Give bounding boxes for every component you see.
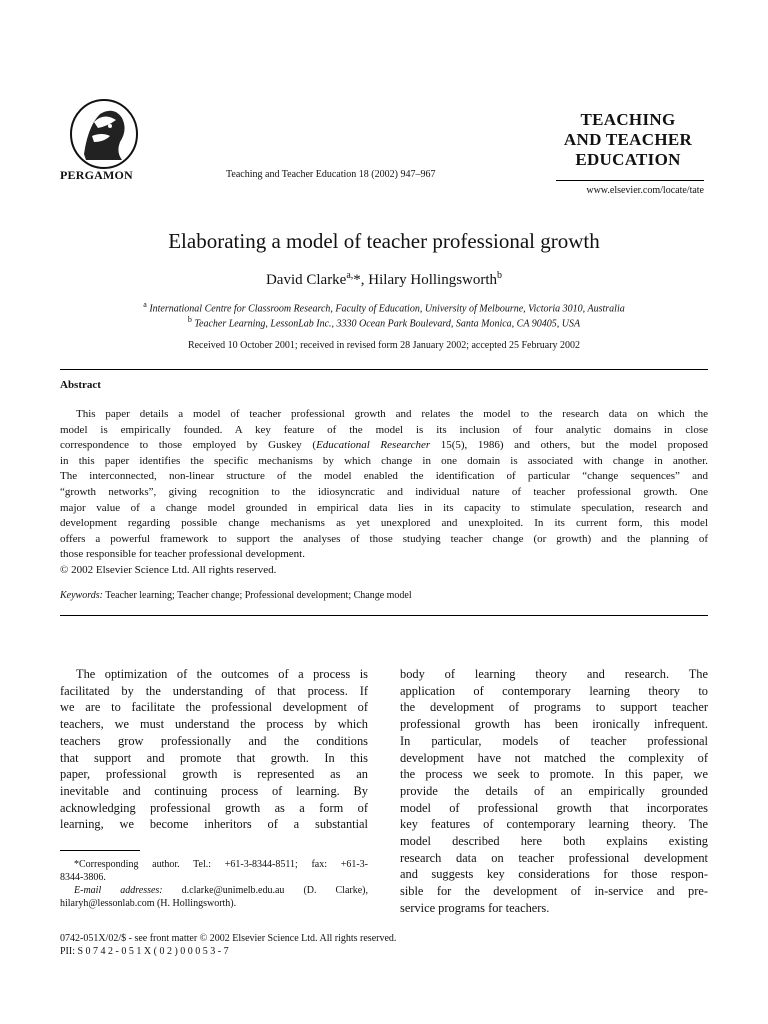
body-line: paper, professional growth is represented as an — [60, 767, 368, 782]
affil-mark: a — [143, 300, 147, 309]
footnote-line: *Corresponding author. Tel.: +61-3-8344-8511; fax: +61-3- — [74, 859, 368, 870]
journal-title-line: EDUCATION — [575, 150, 681, 169]
abstract-top-rule — [60, 369, 708, 370]
issn-block — [60, 932, 396, 958]
body-column-left — [60, 666, 368, 833]
body-line: and suggests key considerations for those respon- — [400, 867, 708, 882]
body-line: teachers, we must understand the process by which — [60, 717, 368, 732]
author-name: Hilary Hollingsworth — [368, 272, 498, 288]
footnote-rule — [60, 850, 140, 851]
abstract-text: correspondence to those employed by Guskey ( — [60, 439, 317, 452]
body-line: the process we seek to promote. In this paper, we — [400, 767, 708, 782]
body-line: key features of contemporary learning theory. The — [400, 817, 708, 832]
journal-title-line: AND TEACHER — [563, 130, 693, 149]
author-name: David Clarke — [265, 272, 347, 288]
author-affil-mark: b — [497, 270, 503, 281]
article-title: Elaborating a model of teacher professional growth — [168, 229, 600, 253]
body-line: provide the details of an empirically grounded — [400, 783, 708, 798]
affil-mark: b — [187, 315, 192, 324]
body-line: acknowledging professional growth as a form of — [60, 800, 368, 815]
body-line: model described here both explains existing — [400, 834, 708, 849]
pii-line: PII: S 0 7 4 2 - 0 5 1 X ( 0 2 ) 0 0 0 5 3 - 7 — [60, 946, 229, 957]
body-column-right — [400, 666, 708, 917]
footnote-line — [60, 884, 368, 897]
abstract-heading: Abstract — [60, 379, 101, 391]
body-line: facilitated by the understanding of that process. If — [60, 683, 368, 698]
issn-line: 0742-051X/02/$ - see front matter © 2002 Elsevier Science Ltd. All rights reserved. — [60, 933, 397, 944]
body-line: research data on teacher professional development — [400, 850, 708, 865]
header-divider — [556, 180, 704, 181]
author-list — [0, 270, 768, 289]
keywords — [60, 590, 412, 601]
body-line: inevitable and continuing process of learning. By — [60, 783, 368, 798]
abstract-line: in this paper identifies the specific mechanisms by which change in one domain is associated with change in another. — [60, 454, 708, 467]
keywords-text: Teacher learning; Teacher change; Professional development; Change model — [102, 590, 412, 601]
abstract-line: offers a powerful framework to support the analyses of those studying teacher change (or growth) and the planning of — [60, 532, 708, 545]
footnote-line[interactable]: hilaryh@lessonlab.com (H. Hollingsworth). — [60, 898, 237, 909]
elsevier-tree-logo-icon — [64, 96, 144, 172]
abstract-line: “growth networks”, giving recognition to the idiosyncratic and individual nature of teacher professional growth. One — [60, 485, 708, 498]
body-line: professional growth has been ironically infrequent. — [400, 717, 708, 732]
email-label: E-mail addresses: — [74, 885, 163, 896]
abstract-line: model is empirically founded. A key feature of the model is its inclusion of four analytic domains in close — [60, 423, 708, 436]
cited-journal: Educational Researcher — [316, 439, 431, 452]
abstract-line: This paper details a model of teacher professional growth and relates the model to the research data on which the — [76, 408, 708, 420]
body-line: In particular, models of teacher professional — [400, 733, 708, 748]
body-line: body of learning theory and research. The — [400, 667, 708, 681]
affil-text: International Centre for Classroom Research, Faculty of Education, University of Melbourne, Victoria 3010, Australia — [146, 303, 625, 315]
journal-url-link[interactable]: www.elsevier.com/locate/tate — [586, 185, 704, 196]
body-line: teachers grow professionally and the conditions — [60, 733, 368, 748]
abstract-line — [60, 438, 708, 454]
journal-citation: Teaching and Teacher Education 18 (2002) 947–967 — [226, 169, 436, 180]
keywords-label: Keywords: — [60, 590, 103, 601]
body-line: that support and promote that growth. In this — [60, 750, 368, 765]
corresponding-author-mark[interactable]: * — [353, 272, 361, 288]
affil-text: Teacher Learning, LessonLab Inc., 3330 Ocean Park Boulevard, Santa Monica, CA 90405, USA — [191, 318, 581, 330]
abstract-text: 15(5), 1986) and others, but the model proposed — [430, 439, 709, 452]
body-line: sible for the development of in-service and pre- — [400, 884, 708, 899]
body-line: we are to facilitate the professional development of — [60, 700, 368, 715]
affiliation-a — [0, 300, 768, 314]
affiliation-b — [0, 315, 768, 329]
abstract-line: major value of a change model grounded in empirical data lies in its capacity to stimulate speculation, research and — [60, 501, 708, 514]
body-line: development have not matched the complexity of — [400, 750, 708, 765]
abstract-body — [60, 407, 708, 579]
received-dates: Received 10 October 2001; received in revised form 28 January 2002; accepted 25 February 2002 — [187, 340, 581, 351]
publisher-name: PERGAMON — [60, 168, 133, 182]
email-text[interactable]: d.clarke@unimelb.edu.au (D. Clarke), — [162, 885, 368, 896]
journal-title — [552, 110, 704, 170]
body-line: service programs for teachers. — [400, 900, 550, 915]
footnote-line: 8344-3806. — [60, 872, 106, 883]
author-affil-mark: a, — [346, 270, 354, 281]
body-line: the development of programs to support teacher — [400, 700, 708, 715]
author-separator: , — [360, 272, 369, 288]
abstract-line: development regarding possible change mechanisms as yet unexplored and unexploited. In its current form, this model — [60, 517, 708, 530]
body-line: learning, we become inheritors of a substantial — [60, 817, 368, 832]
abstract-bottom-rule — [60, 615, 708, 616]
journal-title-line: TEACHING — [580, 110, 676, 129]
footnotes — [60, 858, 368, 910]
body-line: model of professional growth that incorporates — [400, 800, 708, 815]
copyright-line: © 2002 Elsevier Science Ltd. All rights reserved. — [60, 563, 277, 576]
body-line: application of contemporary learning theory to — [400, 683, 708, 698]
abstract-line: those responsible for teacher professional development. — [60, 548, 305, 561]
abstract-line: The interconnected, non-linear structure of the model enabled the identification of particular “change sequences” and — [60, 470, 708, 483]
body-line: The optimization of the outcomes of a process is — [76, 667, 368, 681]
